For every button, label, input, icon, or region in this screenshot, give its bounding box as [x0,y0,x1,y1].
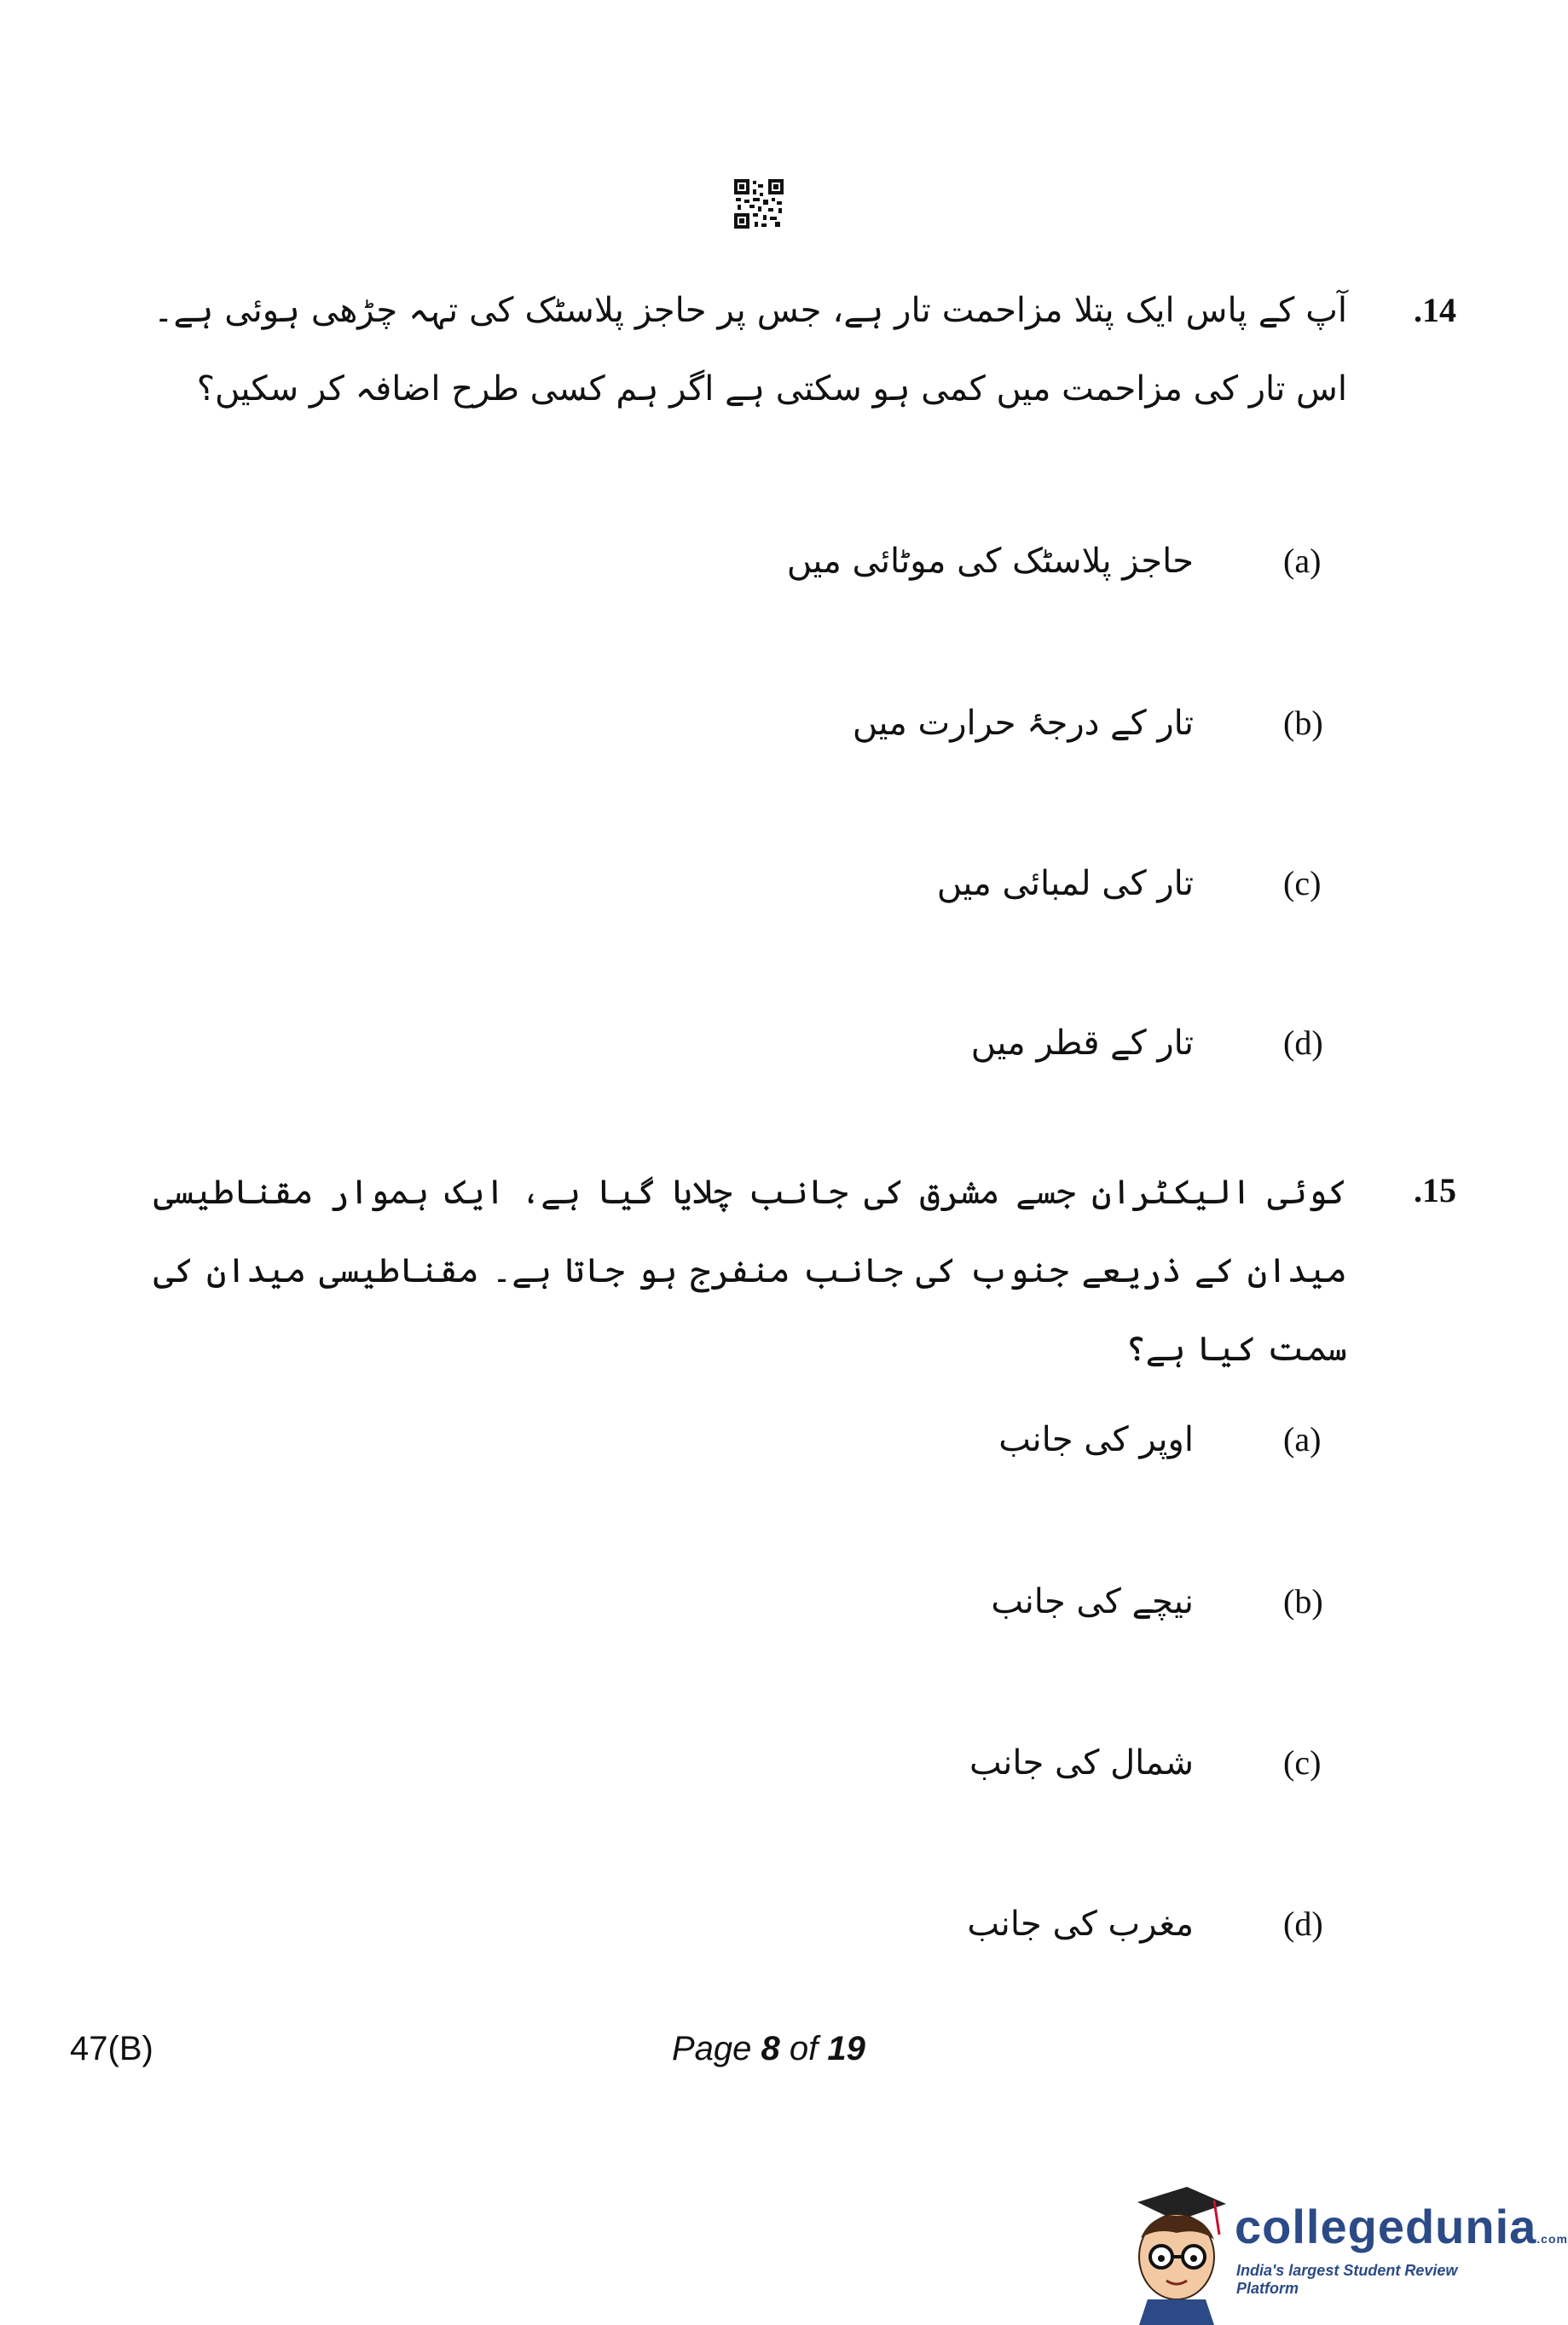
list-item [0,849,1523,918]
logo-name: collegedunia [1235,2200,1537,2253]
logo-domain-suffix: .com [1536,2232,1568,2246]
page-current: 8 [761,2030,780,2067]
page-of: of [789,2030,819,2067]
option-text: اوپر کی جانب [998,1420,1194,1459]
page-prefix: Page [672,2030,752,2067]
option-label: (a) [1283,542,1322,580]
option-label: (a) [1283,1420,1322,1458]
option-text: تار کے قطر میں [970,1023,1194,1063]
question-text: آپ کے پاس ایک پتلا مزاحمت تار ہے، جس پر حاجز پلاسٹک کی تہہ چڑھی ہوئی ہے۔ اس تار کی مزاحمت میں کمی ہو سکتی ہے اگر ہم کسی طرح اضافہ کر سکیں؟ [153,291,1347,409]
option-label: (c) [1283,1743,1322,1782]
list-item [0,527,1523,595]
option-label: (b) [1283,1582,1323,1621]
mascot-icon [1125,2183,1228,2325]
option-label: (c) [1283,864,1322,902]
option-text: نیچے کی جانب [991,1582,1194,1621]
option-text: تار کی لمبائی میں [936,864,1194,903]
logo-wordmark [1235,2199,1568,2254]
qr-code-icon [734,179,784,229]
list-item [0,1890,1523,1958]
list-item [0,1729,1523,1797]
option-label: (b) [1283,704,1323,742]
option-text: مغرب کی جانب [967,1905,1194,1944]
option-text: شمال کی جانب [969,1743,1194,1783]
option-label: (d) [1283,1905,1323,1943]
question-number: .14 [1414,291,1456,329]
list-item [0,1568,1523,1636]
list-item [0,1406,1523,1474]
paper-code: 47(B) [70,2030,153,2067]
option-text: تار کے درجۂ حرارت میں [852,704,1194,743]
collegedunia-logo [1125,2183,1568,2325]
logo-tagline: India's largest Student Review Platform [1236,2262,1458,2297]
list-item [0,689,1523,757]
page-total: 19 [827,2030,865,2067]
question-number: .15 [1414,1171,1456,1209]
option-text: حاجز پلاسٹک کی موٹائی میں [786,542,1194,581]
list-item [0,1009,1523,1077]
page-number [672,2030,865,2068]
question-text: کوئی الیکٹران جسے مشرق کی جانب چلایا گیا ہے، ایک ہموار مقناطیسی میدان کے ذریعے جنوب کی جانب منفرج ہو جاتا ہے۔ مقناطیسی میدان کی سمت کیا ہے؟ [153,1173,1347,1369]
option-label: (d) [1283,1023,1323,1062]
